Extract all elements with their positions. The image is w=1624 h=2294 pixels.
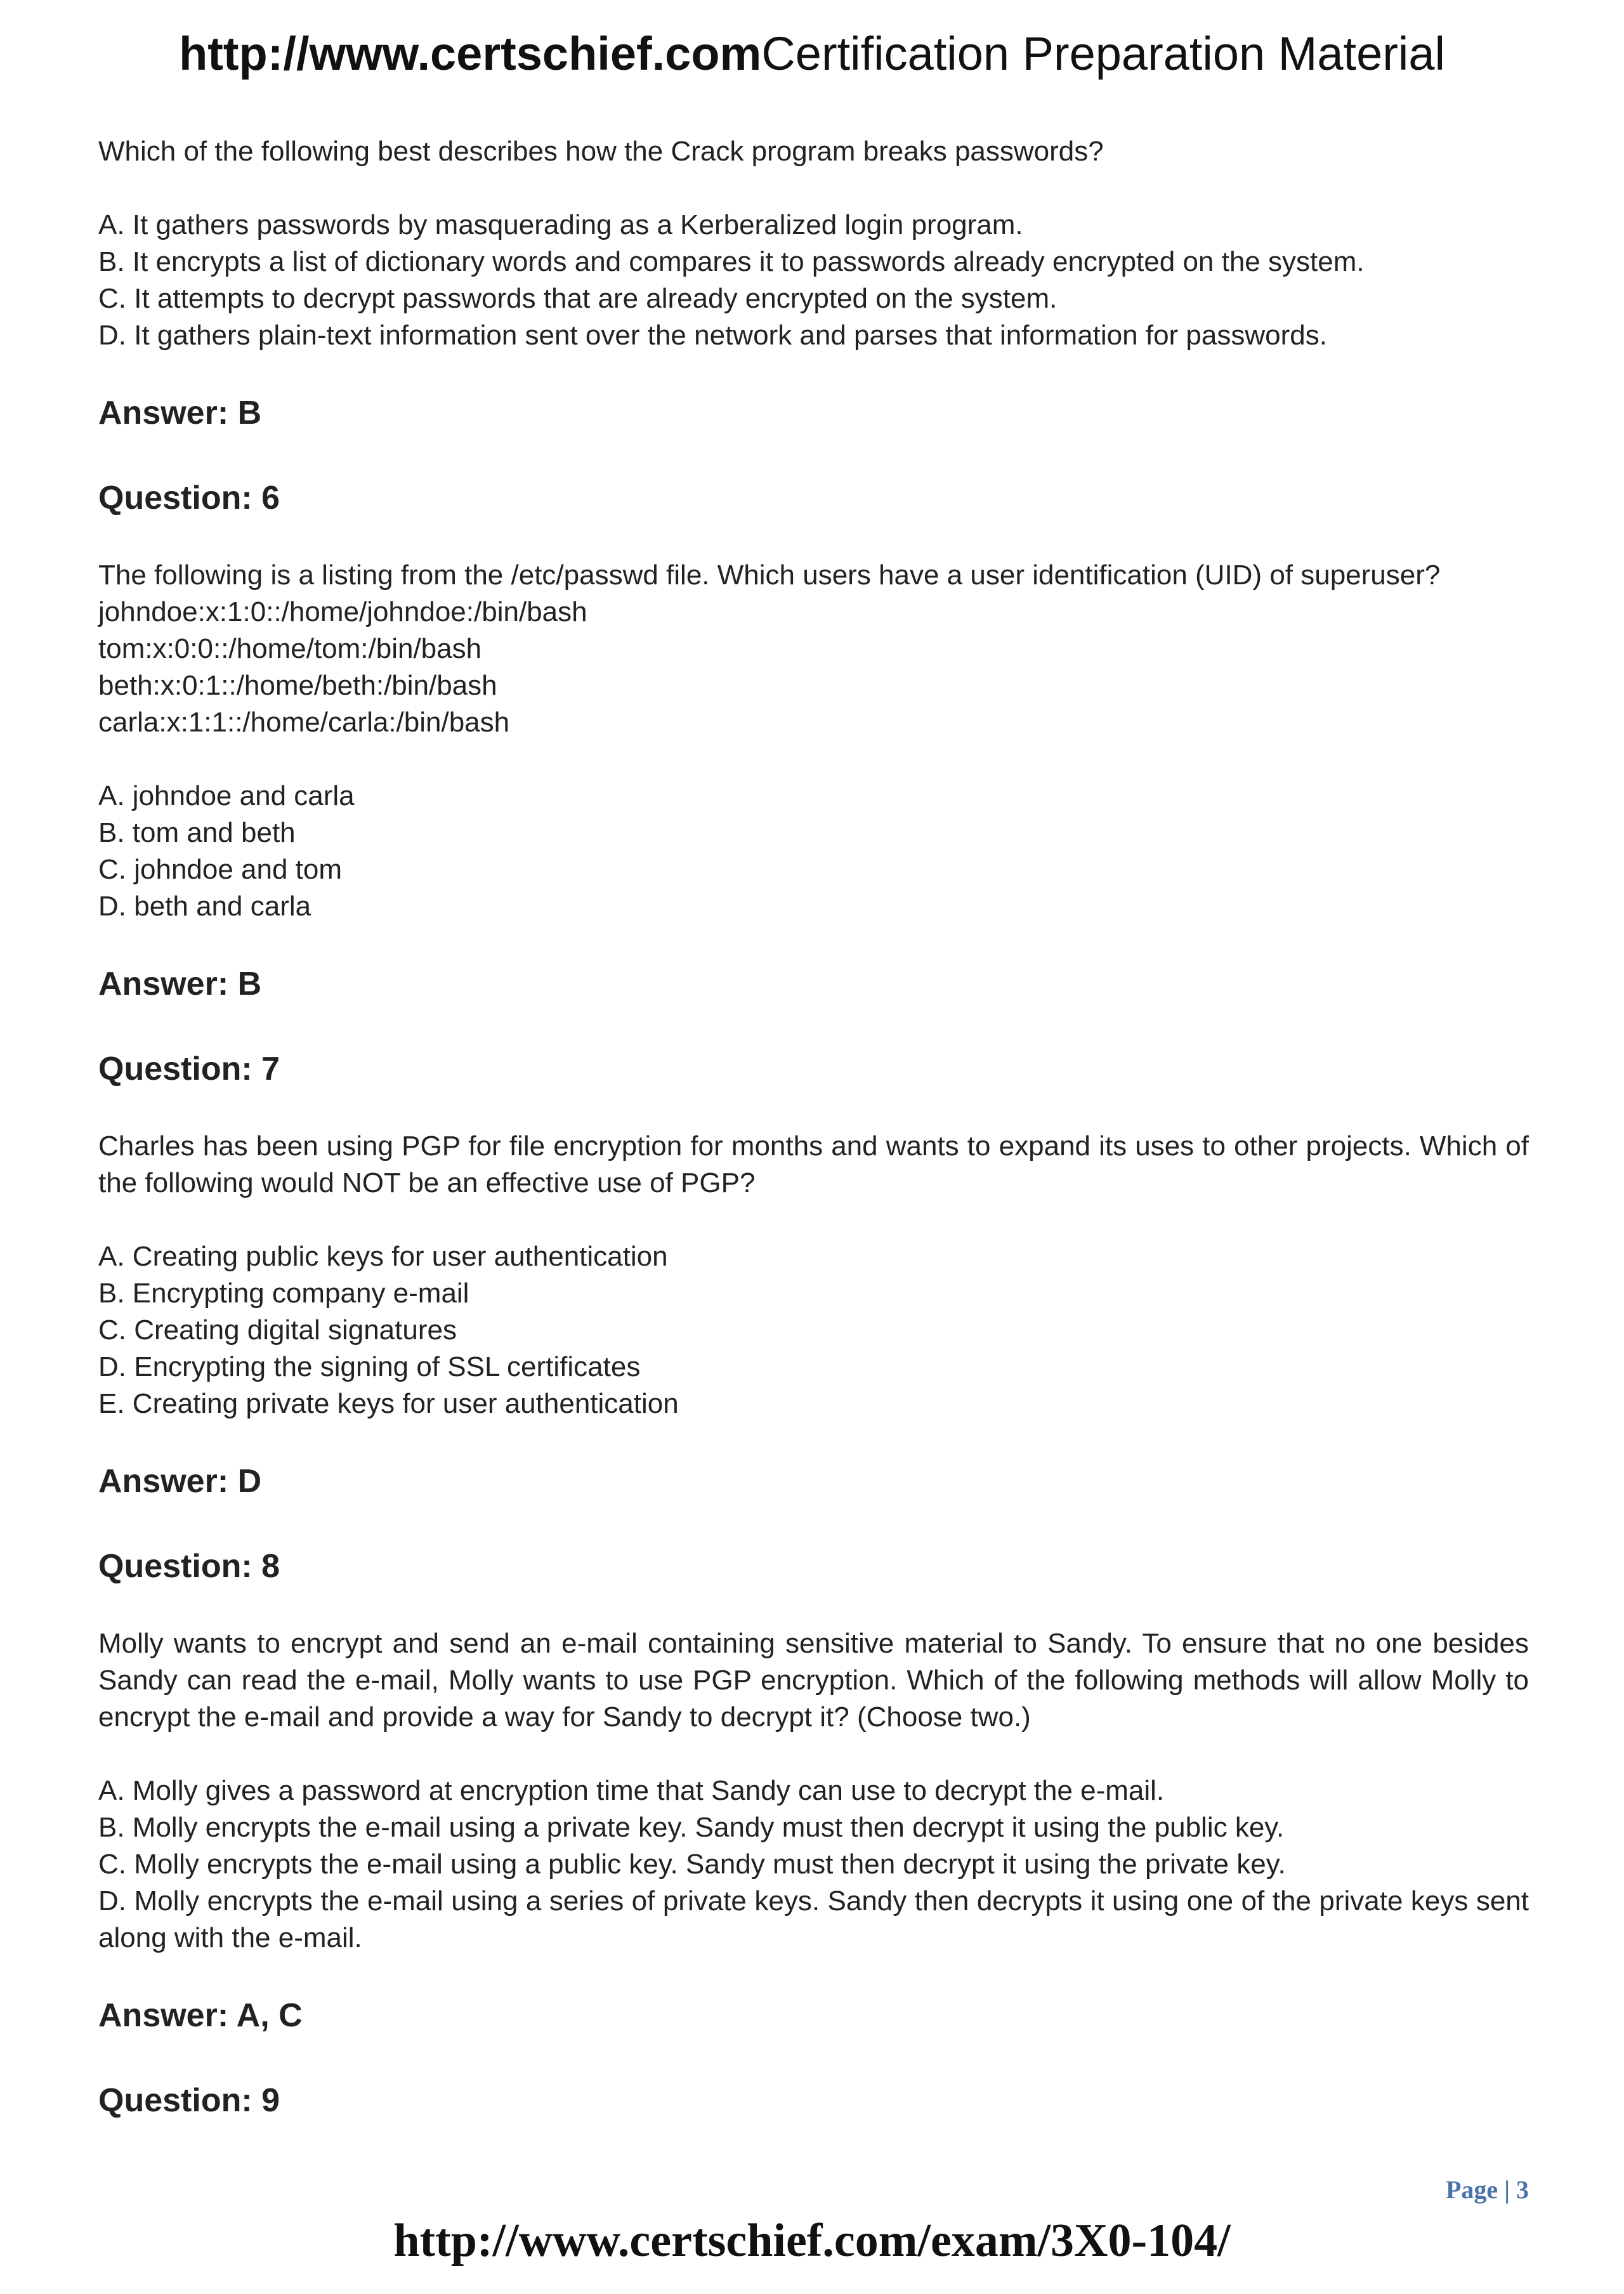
header-title: Certification Preparation Material [761, 27, 1445, 80]
option-item: D. beth and carla [98, 891, 311, 922]
answer-label: Answer: B [98, 395, 262, 431]
answer-label: Answer: A, C [98, 1997, 303, 2034]
options-list [98, 207, 1529, 354]
question-title: Question: 7 [98, 1051, 280, 1087]
answer-label: Answer: B [98, 966, 262, 1002]
question-text: The following is a listing from the /etc/passwd file. Which users have a user identification (UID) of superuser? [98, 560, 1441, 591]
listing-line: carla:x:1:1::/home/carla:/bin/bash [98, 707, 510, 738]
question-text: Molly wants to encrypt and send an e-mail containing sensitive material to Sandy. To ensure that no one besides Sandy can read the e-mail, Molly wants to use PGP encryption. Which of the following methods will allow Molly to encrypt the e-mail and provide a way for Sandy to decrypt it? (Choose two.) [98, 1628, 1529, 1733]
option-item: A. Creating public keys for user authentication [98, 1241, 668, 1272]
option-item: A. johndoe and carla [98, 780, 355, 811]
listing-line: johndoe:x:1:0::/home/johndoe:/bin/bash [98, 596, 587, 627]
option-item: E. Creating private keys for user authentication [98, 1388, 679, 1419]
option-item: B. tom and beth [98, 817, 296, 848]
option-item: C. johndoe and tom [98, 854, 343, 885]
question-title: Question: 9 [98, 2082, 280, 2119]
listing-line: beth:x:0:1::/home/beth:/bin/bash [98, 670, 497, 701]
passwd-listing [98, 594, 1529, 741]
option-item: D. It gathers plain-text information sent over the network and parses that information for passwords. [98, 320, 1327, 351]
page-header [0, 25, 1624, 82]
option-item: C. Creating digital signatures [98, 1314, 457, 1346]
option-item: D. Molly encrypts the e-mail using a series of private keys. Sandy then decrypts it using one of the private keys sent along with the e-mail. [98, 1885, 1529, 1953]
answer-label: Answer: D [98, 1463, 262, 1500]
footer-url-link[interactable]: http://www.certschief.com/exam/3X0-104/ [393, 2215, 1231, 2267]
options-list [98, 1238, 1529, 1422]
question-title: Question: 8 [98, 1548, 280, 1585]
option-item: D. Encrypting the signing of SSL certificates [98, 1351, 641, 1382]
option-item: A. It gathers passwords by masquerading as a Kerberalized login program. [98, 209, 1023, 240]
question-title: Question: 6 [98, 480, 280, 516]
option-item: B. Encrypting company e-mail [98, 1278, 469, 1309]
question-text: Which of the following best describes how the Crack program breaks passwords? [98, 136, 1104, 167]
option-item: B. Molly encrypts the e-mail using a private key. Sandy must then decrypt it using the public key. [98, 1812, 1285, 1843]
options-list [98, 778, 1529, 925]
option-item: B. It encrypts a list of dictionary words and compares it to passwords already encrypted on the system. [98, 246, 1365, 277]
option-item: A. Molly gives a password at encryption time that Sandy can use to decrypt the e-mail. [98, 1775, 1165, 1806]
options-list [98, 1773, 1529, 1956]
listing-line: tom:x:0:0::/home/tom:/bin/bash [98, 633, 482, 664]
document-content [98, 133, 1529, 2123]
option-item: C. Molly encrypts the e-mail using a public key. Sandy must then decrypt it using the private key. [98, 1849, 1286, 1880]
question-text: Charles has been using PGP for file encryption for months and wants to expand its uses to other projects. Which of the following would NOT be an effective use of PGP? [98, 1131, 1529, 1198]
page-number: Page | 3 [1446, 2175, 1529, 2204]
header-site-link[interactable]: http://www.certschief.com [179, 27, 762, 80]
option-item: C. It attempts to decrypt passwords that are already encrypted on the system. [98, 283, 1058, 314]
